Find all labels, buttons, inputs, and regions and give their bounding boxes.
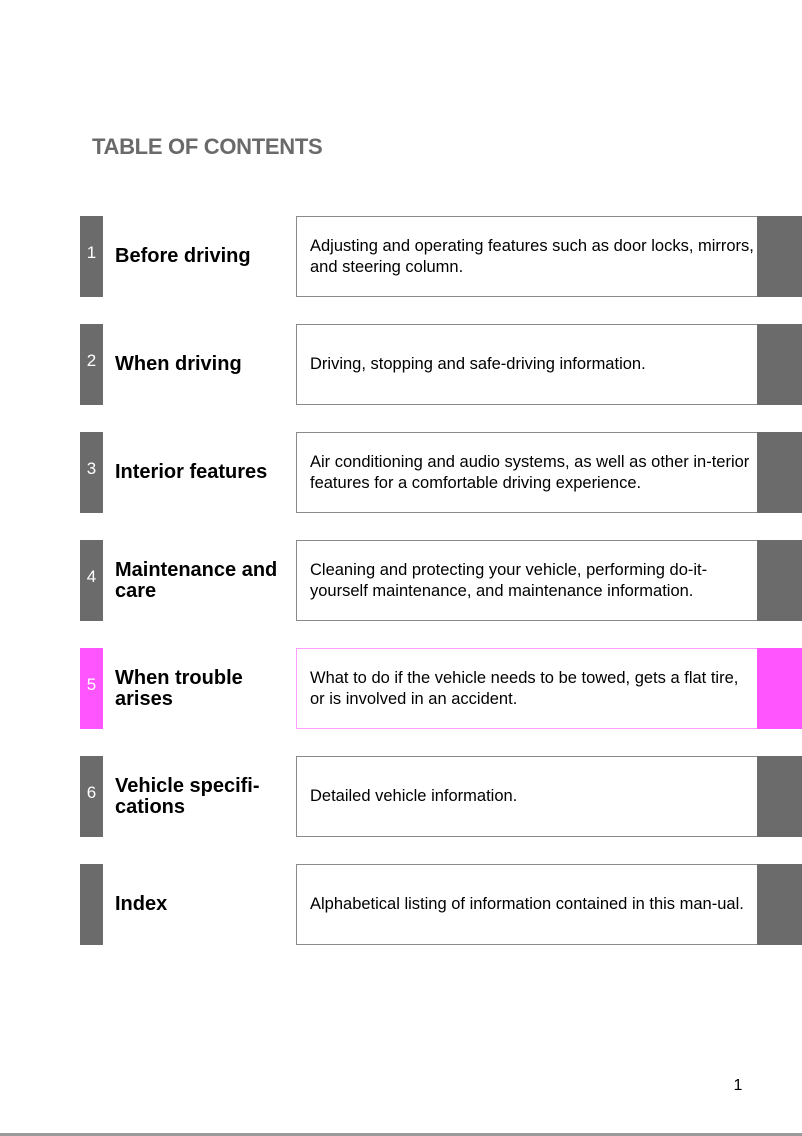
section-description-box: [296, 540, 759, 621]
section-thumb-tab[interactable]: [757, 216, 802, 297]
section-number: 2: [86, 351, 97, 370]
section-description-box: [296, 432, 759, 513]
section-description: Detailed vehicle information.: [310, 787, 518, 805]
section-description: What to do if the vehicle needs to be towed, gets a flat tire, or is involved in an accident.: [310, 668, 739, 708]
toc-row-maintenance-and-care[interactable]: [0, 540, 802, 621]
section-description: Driving, stopping and safe-driving information.: [310, 355, 646, 373]
section-description-box: [296, 216, 759, 297]
section-title[interactable]: Vehicle specifi-cations: [115, 774, 260, 818]
section-thumb-tab[interactable]: [757, 432, 802, 513]
section-number: 4: [86, 567, 97, 586]
section-number: 1: [86, 243, 97, 262]
section-title[interactable]: Maintenance and care: [115, 558, 278, 602]
section-description-box: [296, 756, 759, 837]
section-number-tab: [80, 324, 103, 405]
section-title[interactable]: When driving: [115, 353, 242, 375]
section-description-box: [296, 648, 759, 729]
section-number: 6: [86, 783, 97, 802]
page-title: TABLE OF CONTENTS: [92, 134, 323, 159]
section-description-box: [296, 864, 759, 945]
section-number-tab: [80, 216, 103, 297]
section-title[interactable]: Interior features: [115, 461, 268, 483]
section-thumb-tab[interactable]: [757, 540, 802, 621]
toc-row-vehicle-specifications[interactable]: [0, 756, 802, 837]
section-description: Adjusting and operating features such as door locks, mirrors, and steering column.: [310, 236, 754, 276]
section-number-tab: [80, 432, 103, 513]
section-description: Alphabetical listing of information contained in this man-ual.: [310, 895, 744, 913]
toc-row-index[interactable]: [0, 864, 802, 945]
section-number-tab: [80, 540, 103, 621]
section-thumb-tab[interactable]: [757, 864, 802, 945]
section-number: 5: [86, 675, 97, 694]
section-description: Air conditioning and audio systems, as well as other in-terior features for a comfortable driving experience.: [310, 452, 750, 492]
section-title[interactable]: Index: [115, 893, 168, 915]
section-title[interactable]: Before driving: [115, 245, 251, 267]
section-number-tab: [80, 648, 103, 729]
toc-row-when-trouble-arises[interactable]: [0, 648, 802, 729]
page-number: 1: [733, 1077, 743, 1094]
section-thumb-tab[interactable]: [757, 324, 802, 405]
section-thumb-tab-active[interactable]: [757, 648, 802, 729]
section-number: 3: [86, 459, 97, 478]
section-description-box: [296, 324, 759, 405]
section-title[interactable]: When trouble arises: [115, 666, 243, 710]
section-thumb-tab[interactable]: [757, 756, 802, 837]
toc-row-when-driving[interactable]: [0, 324, 802, 405]
section-number-tab: [80, 756, 103, 837]
toc-row-interior-features[interactable]: [0, 432, 802, 513]
section-description: Cleaning and protecting your vehicle, performing do-it-yourself maintenance, and maintenance information.: [310, 560, 708, 600]
toc-row-before-driving[interactable]: [0, 216, 802, 297]
section-number-tab: [80, 864, 103, 945]
